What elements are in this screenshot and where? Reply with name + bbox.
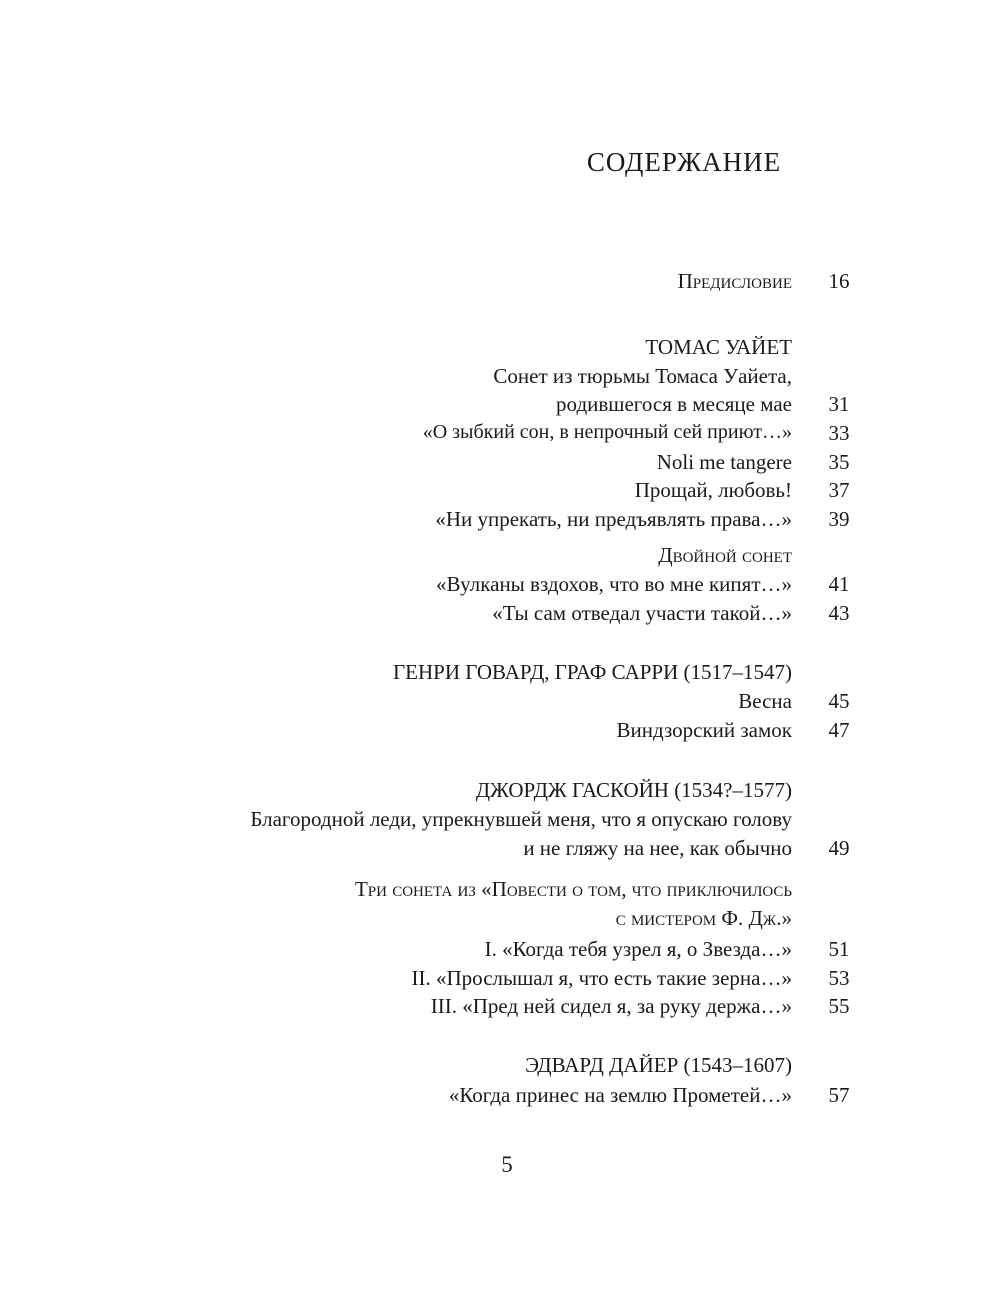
entry-title: Noli me tangere xyxy=(656,450,792,474)
author-heading: ТОМАС УАЙЕТ xyxy=(645,335,792,359)
entry-page: 51 xyxy=(828,937,850,961)
contents-title: СОДЕРЖАНИЕ xyxy=(586,147,782,177)
entry-title-line2: родившегося в месяце мае xyxy=(556,392,792,416)
entry-title-line2: и не гляжу на нее, как обычно xyxy=(523,836,792,860)
entry-title: Виндзорский замок xyxy=(616,718,792,742)
entry-page: 31 xyxy=(828,392,850,416)
entry-title-line1: Благородной леди, упрекнувшей меня, что я опускаю голову xyxy=(250,807,792,831)
author-heading: ДЖОРДЖ ГАСКОЙН (1534?–1577) xyxy=(475,778,792,802)
subgroup-heading-line1: Три сонета из «Повести о том, что приключилось xyxy=(354,877,792,901)
entry-page: 41 xyxy=(828,572,850,596)
preface-page: 16 xyxy=(828,269,850,293)
entry-title: Прощай, любовь! xyxy=(634,478,792,502)
entry-page: 55 xyxy=(828,994,850,1018)
entry-page: 47 xyxy=(828,718,850,742)
entry-title: «Ты сам отведал участи такой…» xyxy=(492,601,792,625)
entry-title: «О зыбкий сон, в непрочный сей приют…» xyxy=(422,421,792,443)
entry-title: «Вулканы вздохов, что во мне кипят…» xyxy=(435,572,792,596)
entry-page: 37 xyxy=(828,478,850,502)
entry-page: 39 xyxy=(828,507,850,531)
author-heading: ЭДВАРД ДАЙЕР (1543–1607) xyxy=(525,1053,792,1077)
author-heading: ГЕНРИ ГОВАРД, ГРАФ САРРИ (1517–1547) xyxy=(393,660,792,684)
entry-page: 35 xyxy=(828,450,850,474)
entry-title: «Когда принес на землю Прометей…» xyxy=(448,1083,792,1107)
entry-page: 49 xyxy=(828,836,850,860)
entry-title: Весна xyxy=(738,689,792,713)
subgroup-heading-line2: с мистером Ф. Дж.» xyxy=(615,906,792,930)
page-number: 5 xyxy=(501,1152,513,1177)
entry-page: 57 xyxy=(828,1083,850,1107)
entry-title-line1: Сонет из тюрьмы Томаса Уайета, xyxy=(493,364,792,388)
preface-label: Предисловие xyxy=(677,269,792,293)
entry-page: 33 xyxy=(828,421,850,445)
entry-title: II. «Прослышал я, что есть такие зерна…» xyxy=(411,966,792,990)
entry-title: «Ни упрекать, ни предъявлять права…» xyxy=(435,507,792,531)
entry-page: 43 xyxy=(828,601,850,625)
subgroup-heading: Двойной сонет xyxy=(658,543,792,567)
entry-page: 45 xyxy=(828,689,850,713)
entry-title: III. «Пред ней сидел я, за руку держа…» xyxy=(430,994,792,1018)
entry-title: I. «Когда тебя узрел я, о Звезда…» xyxy=(484,937,792,961)
entry-page: 53 xyxy=(828,966,850,990)
